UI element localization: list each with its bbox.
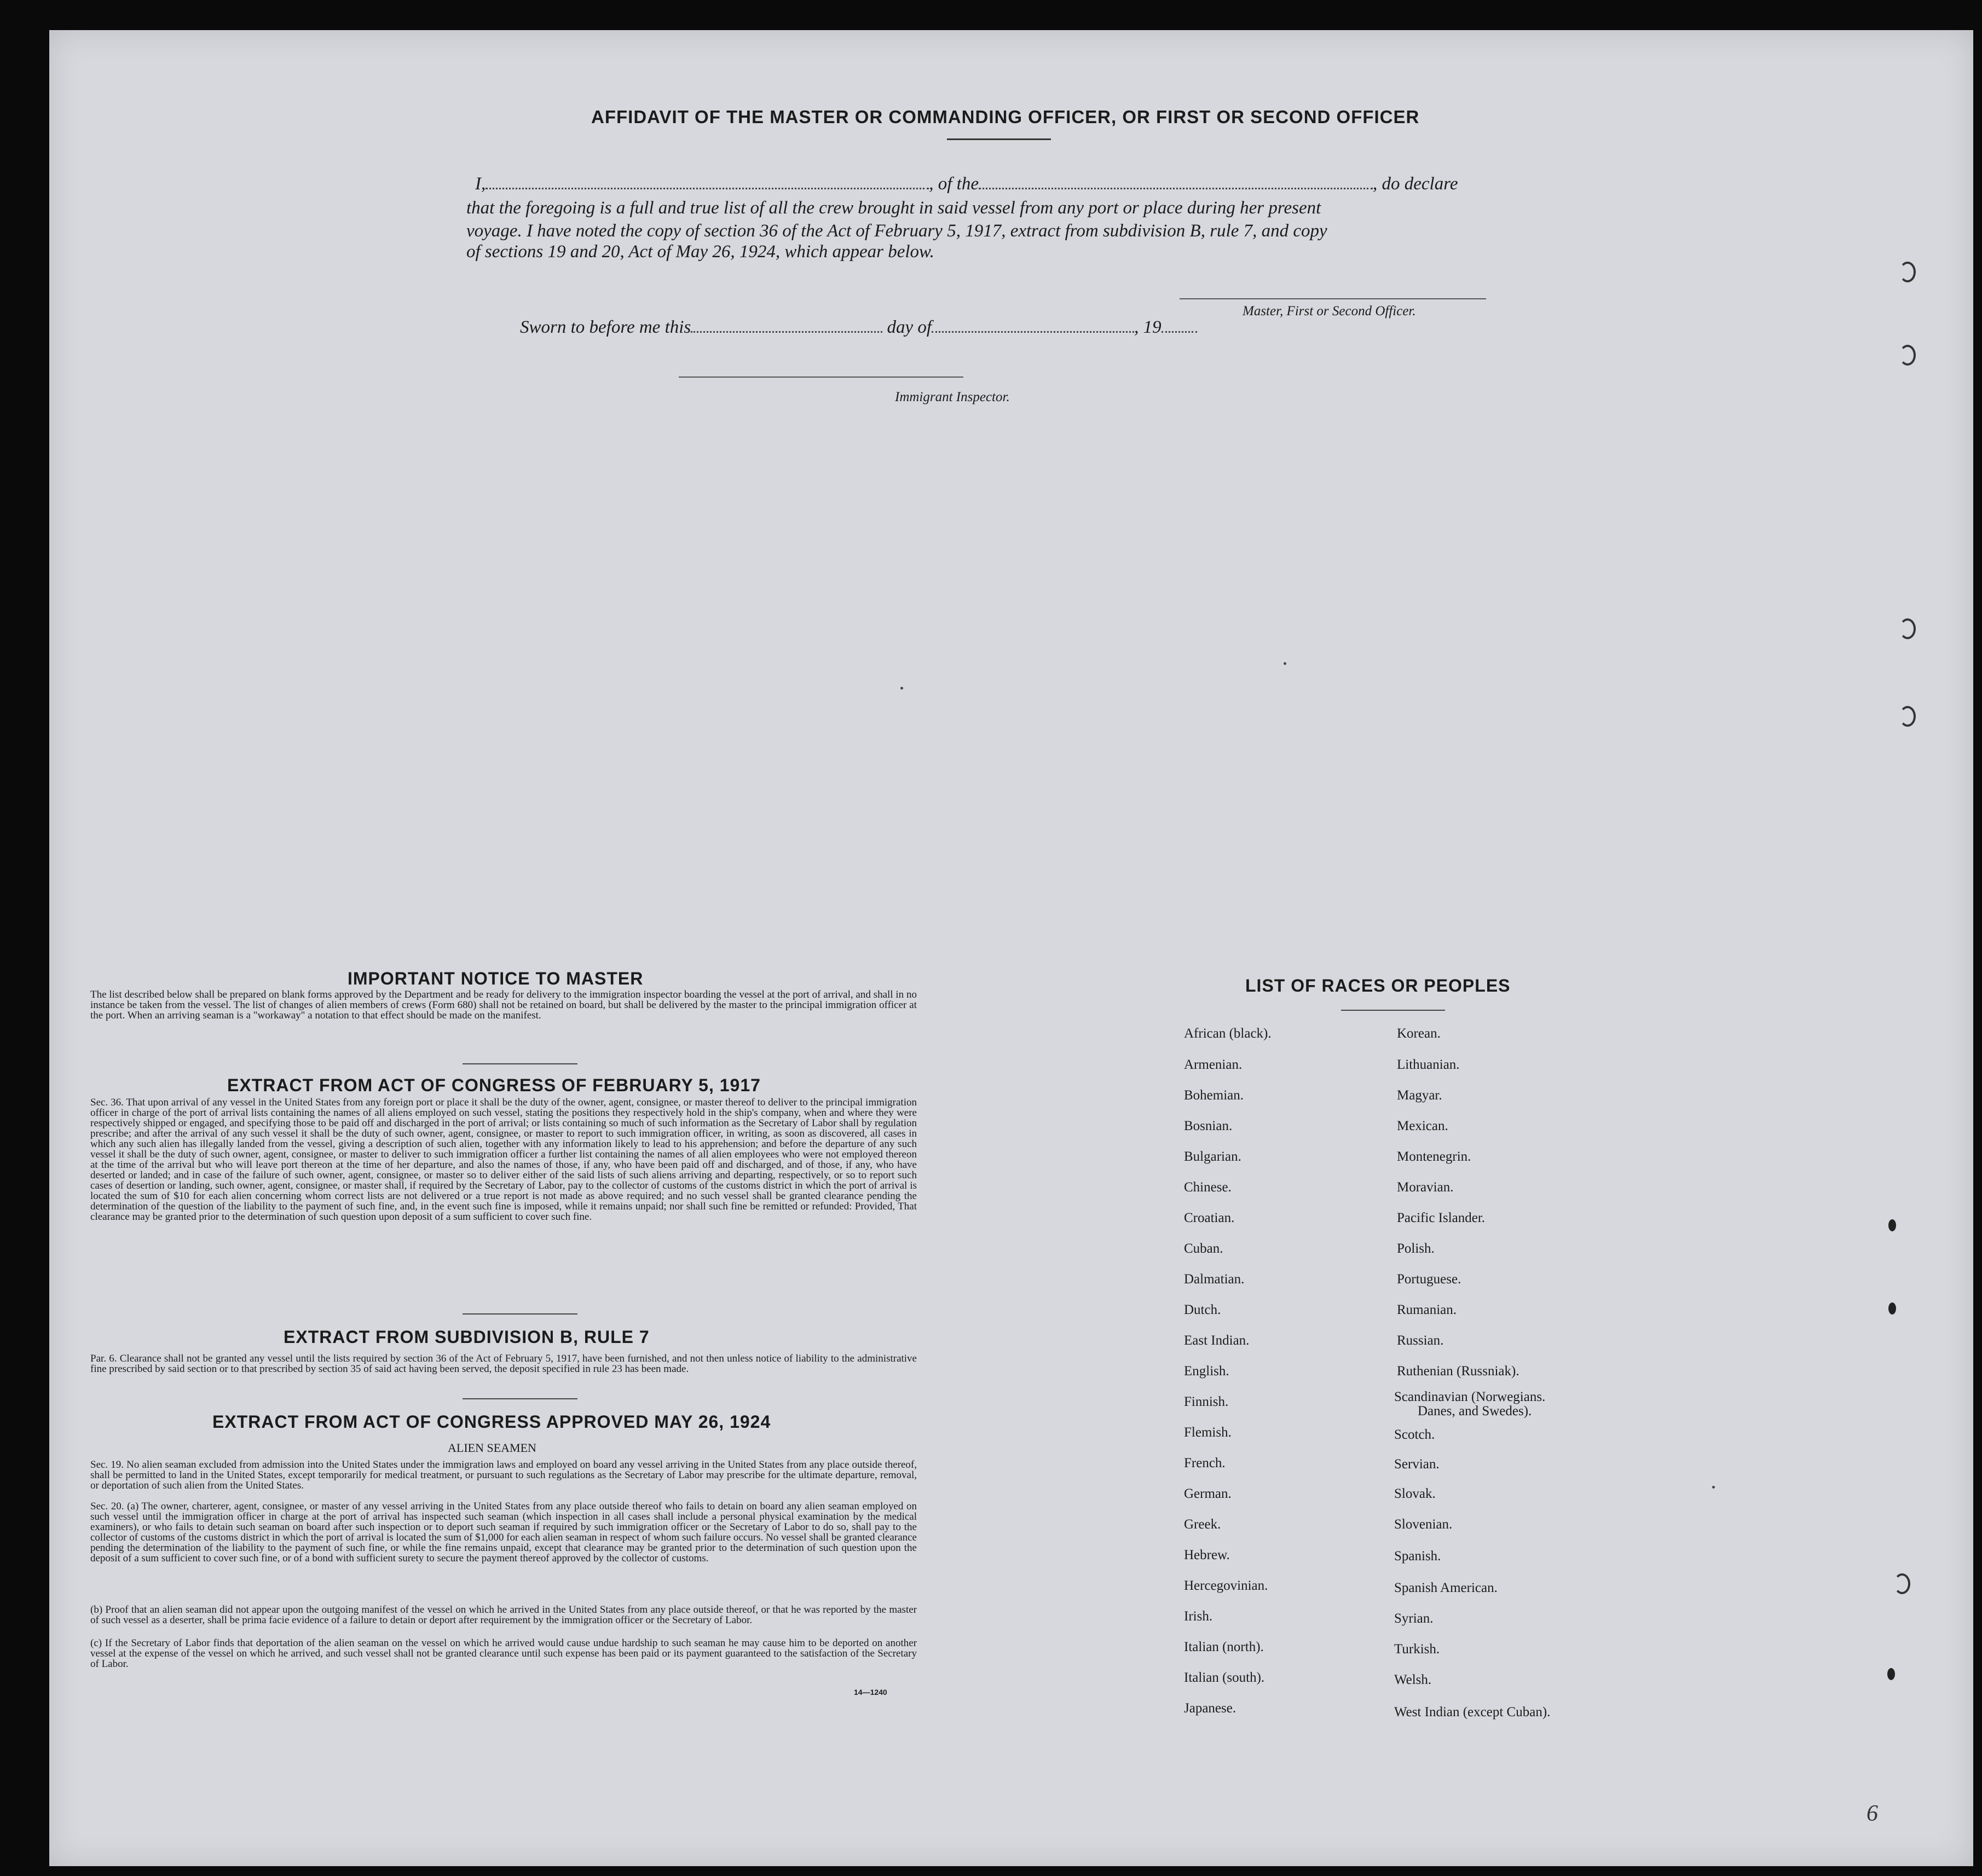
speck-icon — [1284, 662, 1286, 665]
sworn-month-blank[interactable] — [932, 329, 1134, 333]
race-item: Pacific Islander. — [1397, 1211, 1486, 1225]
race-item: Scandinavian (Norwegians. — [1394, 1389, 1546, 1404]
sworn-year-blank[interactable] — [1162, 329, 1197, 333]
ink-blot-icon — [1887, 1668, 1895, 1680]
ink-blot-icon — [1888, 1302, 1896, 1315]
sec20b-text: (b) Proof that an alien seaman did not appear upon the outgoing manifest of the vessel on which he arrived in the United States from any place outside thereof, or that he was reported by the master of such vessel as a deserter, shall be prima facie evidence of a failure to detain or deport after requirement by the immigration officer or the Secretary of Labor. — [90, 1604, 917, 1626]
sec19-text: Sec. 19. No alien seaman excluded from admission into the United States under the immigration laws and employed on board any vessel arriving in the United States from any place outside thereof, shall be permitted to land in the United States, except temporarily for medical treatment, or pursuant to such regulations as the Secretary of Labor may prescribe for the ultimate departure, removal, or deportation of such alien from the United States. — [90, 1459, 917, 1491]
race-item: Hercegovinian. — [1184, 1578, 1268, 1593]
sworn-line — [520, 317, 1197, 338]
section-divider — [463, 1398, 577, 1399]
declaration-start: I, — [475, 174, 486, 194]
binding-hole-icon — [1899, 345, 1916, 366]
extract-rule7-title: EXTRACT FROM SUBDIVISION B, RULE 7 — [284, 1327, 650, 1347]
race-item: Cuban. — [1184, 1241, 1223, 1256]
race-item: Dalmatian. — [1184, 1272, 1245, 1287]
vessel-blank[interactable] — [979, 186, 1373, 189]
declaration-line-4: of sections 19 and 20, Act of May 26, 1924, which appear below. — [466, 242, 934, 262]
race-item: Armenian. — [1184, 1057, 1243, 1072]
races-divider — [1341, 1010, 1445, 1011]
extract-rule7-text: Par. 6. Clearance shall not be granted any vessel until the lists required by section 36 of the Act of February 5, 1917, have been furnished, and not then unless notice of liability to the administrative fine prescribed by said section or to that prescribed by section 35 of said act having been served, the deposit specified in rule 23 has been made. — [90, 1353, 917, 1375]
race-item: Russian. — [1397, 1333, 1444, 1348]
notice-title: IMPORTANT NOTICE TO MASTER — [348, 969, 644, 988]
binding-hole-icon — [1899, 706, 1916, 727]
speck-icon — [900, 687, 903, 690]
race-item: Lithuanian. — [1397, 1057, 1460, 1072]
of-the-text: , of the — [929, 174, 979, 194]
race-item: Slovenian. — [1394, 1517, 1453, 1532]
master-caption: Master, First or Second Officer. — [1243, 304, 1416, 319]
race-item: Finnish. — [1184, 1394, 1229, 1409]
race-item: Scotch. — [1394, 1427, 1435, 1442]
sec20c-text: (c) If the Secretary of Labor finds that deportation of the alien seaman on the vessel on which he arrived would cause undue hardship to such seaman he may cause him to be deported on another vessel at the expense of the vessel on which he arrived, and such vessel shall not be granted clearance until such expense has been paid or its payment guaranteed to the satisfaction of the Secretary of Labor. — [90, 1637, 917, 1670]
race-item: Bosnian. — [1184, 1119, 1233, 1133]
notice-text: The list described below shall be prepared on blank forms approved by the Department and be ready for delivery to the immigration inspector boarding the vessel at the port of arrival, and shall in no instance be taken from the vessel. The list of changes of alien members of crews (Form 680) shall not be retained on board, but shall be delivered by the master to the principal immigration officer at the port. When an arriving seaman is a "workaway" a notation to that effect should be made on the manifest. — [90, 989, 917, 1021]
page-mark: 6 — [1867, 1801, 1878, 1826]
sworn-day-blank[interactable] — [691, 329, 882, 333]
race-item-continued: Danes, and Swedes). — [1418, 1404, 1532, 1418]
binding-hole-icon — [1894, 1573, 1910, 1594]
race-item: Slovak. — [1394, 1486, 1436, 1501]
race-item: Greek. — [1184, 1517, 1221, 1532]
race-item: Spanish American. — [1394, 1580, 1498, 1595]
race-item: Japanese. — [1184, 1701, 1236, 1716]
inspector-caption: Immigrant Inspector. — [895, 390, 1010, 404]
document-page — [49, 30, 1973, 1866]
alien-seamen-subtitle: ALIEN SEAMEN — [448, 1441, 536, 1455]
do-declare-text: , do declare — [1372, 174, 1458, 194]
race-item: Italian (south). — [1184, 1670, 1265, 1685]
section-divider — [463, 1063, 577, 1064]
speck-icon — [1712, 1486, 1715, 1489]
race-item: Bulgarian. — [1184, 1149, 1241, 1164]
inspector-signature-line[interactable] — [679, 377, 963, 378]
race-item: African (black). — [1184, 1026, 1272, 1041]
race-item: Hebrew. — [1184, 1548, 1230, 1562]
name-blank[interactable] — [486, 186, 929, 189]
sec20a-text: Sec. 20. (a) The owner, charterer, agent, consignee, or master of any vessel arriving in the United States from any place outside thereof who fails to detain on board any alien seaman employed on such vessel until the immigration officer in charge at the port of arrival has inspected such seaman (which inspection in all cases shall include a personal physical examination by the medical examiners), or who fails to detain such seaman on board after such inspection or to deport such seaman if required by such immigration officer or the Secretary of Labor to do so, shall pay to the collector of customs of the customs district in which the port of arrival is located the sum of $1,000 for each alien seaman in respect of whom such failure occurs. No vessel shall be granted clearance pending the determination of the liability to the payment of such fine, or while the fine remains unpaid, except that clearance may be granted prior to the determination of such question upon the deposit of a sum sufficient to cover such fine, or of a bond with sufficient surety to secure the payment thereof approved by the collector of customs. — [90, 1501, 917, 1564]
declaration-line-1 — [475, 174, 1458, 194]
race-item: Magyar. — [1397, 1088, 1442, 1103]
race-item: Spanish. — [1394, 1549, 1441, 1564]
section-divider — [463, 1313, 577, 1315]
declaration-line-3: voyage. I have noted the copy of section 36 of the Act of February 5, 1917, extract from subdivision B, rule 7, and copy — [466, 221, 1327, 241]
sworn-text: Sworn to before me this — [520, 317, 691, 337]
race-item: Syrian. — [1394, 1611, 1434, 1626]
race-item: Portuguese. — [1397, 1272, 1461, 1287]
form-number: 14—1240 — [854, 1688, 887, 1696]
extract-1917-text: Sec. 36. That upon arrival of any vessel in the United States from any foreign port or place it shall be the duty of the owner, agent, consignee, or master thereof to deliver to the principal immigration officer in charge of the port of arrival lists containing the names of all aliens employed on such vessel, stating the positions they respectively hold in the ship's company, when and where they were respectively shipped or engaged, and specifying those to be paid off and discharged in the port of arrival; or lists containing so much of such information as the Secretary of Labor shall by regulation prescribe; and after the arrival of any such vessel it shall be the duty of such owner, agent, consignee, or master to report to such immigration officer, in writing, as soon as discovered, all cases in which any such alien has illegally landed from the vessel, giving a description of such alien, together with any information likely to lead to his apprehension; and before the departure of any such vessel it shall be the duty of such owner, agent, consignee, or master to deliver to such immigration officer a further list containing the names of all alien employees who were not employed thereon at the time of the arrival but who will leave port thereon at the time of her departure, and also the names of those, if any, who have been paid off and discharged, and of those, if any, who have deserted or landed; and in case of the failure of such owner, agent, consignee, or master so to deliver either of the said lists of such aliens arriving and departing, respectively, or so to report such cases of desertion or landing, such owner, agent, consignee, or master shall, if required by the Secretary of Labor, pay to the collector of customs of the customs district in which the port of arrival is located the sum of $10 for each alien concerning whom correct lists are not delivered or a true report is not made as above required; and no such vessel shall be granted clearance pending the determination of the question of the liability to the payment of such fine, and, in the event such fine is imposed, while it remains unpaid; nor shall such fine be remitted or refunded: Provided, That clearance may be granted prior to the determination of such question upon deposit of a sum sufficient to cover such fine. — [90, 1097, 917, 1223]
race-item: Irish. — [1184, 1609, 1213, 1624]
race-item: Servian. — [1394, 1457, 1440, 1472]
binding-hole-icon — [1899, 262, 1916, 282]
affidavit-title: AFFIDAVIT OF THE MASTER OR COMMANDING OFFICER, OR FIRST OR SECOND OFFICER — [591, 107, 1420, 127]
extract-1917-title: EXTRACT FROM ACT OF CONGRESS OF FEBRUARY 5, 1917 — [227, 1075, 761, 1095]
day-of-text: day of — [887, 317, 932, 337]
race-item: Mexican. — [1397, 1119, 1448, 1133]
race-item: Flemish. — [1184, 1425, 1232, 1440]
extract-1924-title: EXTRACT FROM ACT OF CONGRESS APPROVED MAY 26, 1924 — [212, 1412, 771, 1432]
master-signature-line[interactable] — [1180, 298, 1486, 299]
race-item: Croatian. — [1184, 1211, 1235, 1225]
race-item: Turkish. — [1394, 1642, 1440, 1657]
race-item: French. — [1184, 1456, 1226, 1470]
race-item: Dutch. — [1184, 1302, 1221, 1317]
race-item: Bohemian. — [1184, 1088, 1244, 1103]
declaration-line-2: that the foregoing is a full and true list of all the crew brought in said vessel from any port or place during her present — [466, 198, 1321, 218]
race-item: East Indian. — [1184, 1333, 1250, 1348]
races-title: LIST OF RACES OR PEOPLES — [1245, 976, 1511, 995]
race-item: Korean. — [1397, 1026, 1441, 1041]
title-divider — [947, 138, 1051, 140]
race-item: Montenegrin. — [1397, 1149, 1471, 1164]
ink-blot-icon — [1888, 1219, 1896, 1231]
binding-hole-icon — [1899, 618, 1916, 639]
race-item: Chinese. — [1184, 1180, 1232, 1195]
race-item: German. — [1184, 1486, 1232, 1501]
race-item: Welsh. — [1394, 1672, 1432, 1687]
race-item: Moravian. — [1397, 1180, 1454, 1195]
race-item: Rumanian. — [1397, 1302, 1457, 1317]
race-item: Italian (north). — [1184, 1640, 1264, 1654]
race-item: Polish. — [1397, 1241, 1435, 1256]
race-item: West Indian (except Cuban). — [1394, 1705, 1551, 1719]
race-item: Ruthenian (Russniak). — [1397, 1364, 1519, 1379]
year-prefix: , 19 — [1134, 317, 1162, 337]
race-item: English. — [1184, 1364, 1229, 1379]
